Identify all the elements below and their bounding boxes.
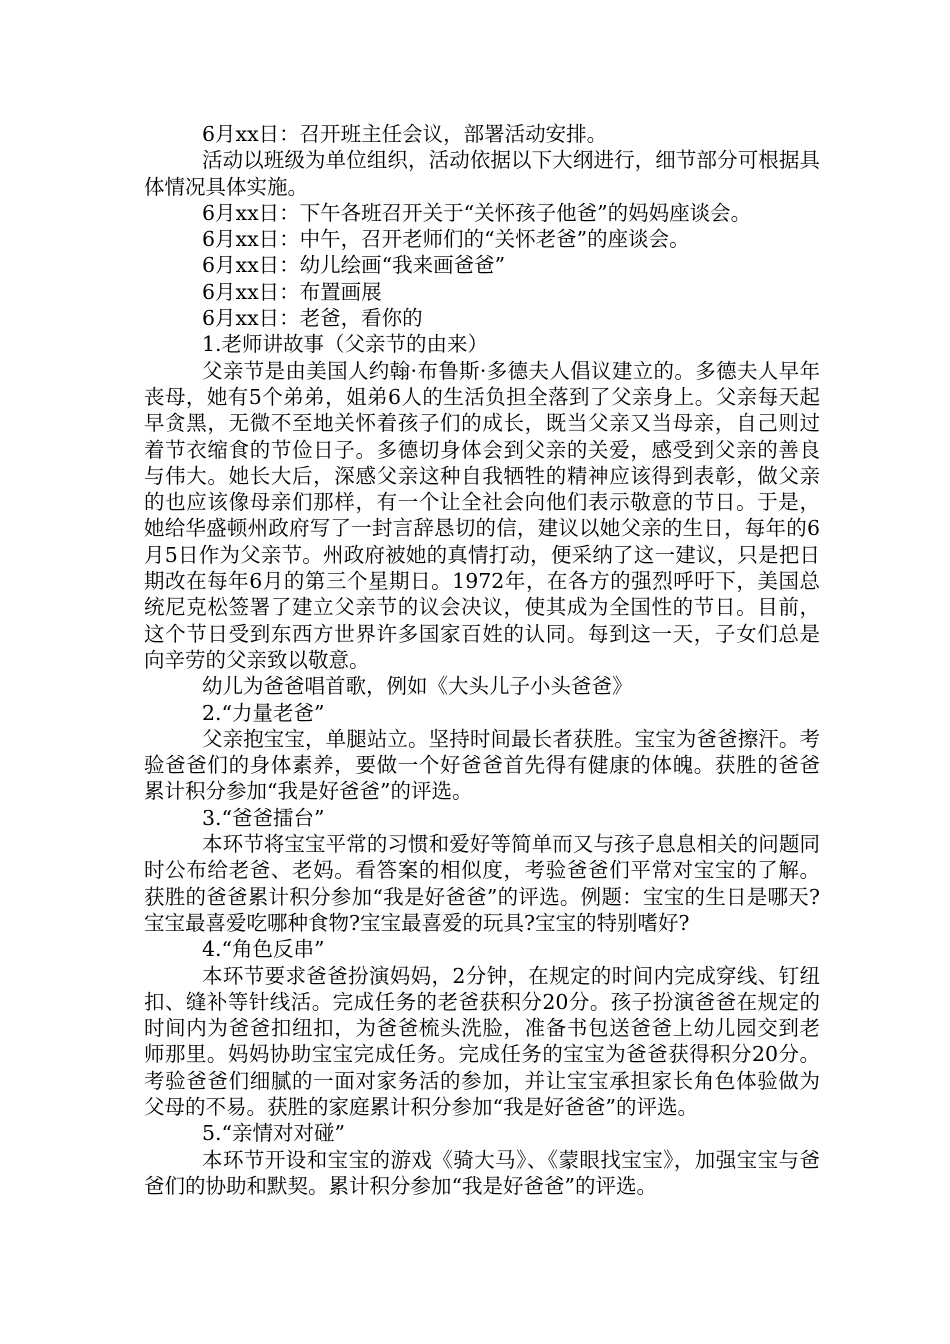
document-body <box>144 121 820 1199</box>
heading-story: 1.老师讲故事（父亲节的由来） <box>202 332 489 357</box>
paragraph-teachers-forum: 6月xx日：中午，召开老师们的“关怀老爸”的座谈会。 <box>202 227 690 252</box>
paragraph-role-reversal: 本环节要求爸爸扮演妈妈，2分钟，在规定的时间内完成穿线、钉纽扣、缝补等针线活。完成任务的老爸获积分20分。孩子扮演爸爸在规定的时间内为爸爸扣纽扣，为爸爸梳头洗脸，准备书包送爸爸上幼儿园交到老师那里。妈妈协助宝宝完成任务。完成任务的宝宝为爸爸获得积分20分。考验爸爸们细腻的一面对家务活的参加，并让宝宝承担家长角色体验做为父母的不易。获胜的家庭累计积分参加“我是好爸爸”的评选。 <box>144 963 820 1119</box>
paragraph-schedule-meeting: 6月xx日：召开班主任会议，部署活动安排。 <box>202 122 608 146</box>
paragraph-drawing: 6月xx日：幼儿绘画“我来画爸爸” <box>202 253 506 278</box>
heading-dad-arena: 3.“爸爸擂台” <box>202 805 325 830</box>
paragraph-family-bonding: 本环节开设和宝宝的游戏《骑大马》、《蒙眼找宝宝》，加强宝宝与爸爸们的协助和默契。累计积分参加“我是好爸爸”的评选。 <box>144 1147 820 1198</box>
paragraph-dad-show: 6月xx日：老爸，看你的 <box>202 306 423 331</box>
heading-role-reversal: 4.“角色反串” <box>202 937 325 962</box>
heading-family-bonding: 5.“亲情对对碰” <box>202 1121 346 1146</box>
heading-strength-dad: 2.“力量老爸” <box>202 700 325 725</box>
paragraph-dad-arena: 本环节将宝宝平常的习惯和爱好等简单而又与孩子息息相关的问题同时公布给老爸、老妈。看答案的相似度，考验爸爸们平常对宝宝的了解。获胜的爸爸累计积分参加“我是好爸爸”的评选。例题：宝宝的生日是哪天?宝宝最喜爱吃哪种食物?宝宝最喜爱的玩具?宝宝的特别嗜好? <box>144 832 820 935</box>
paragraph-strength-dad: 父亲抱宝宝，单腿站立。坚持时间最长者获胜。宝宝为爸爸擦汗。考验爸爸们的身体素养，要做一个好爸爸首先得有健康的体魄。获胜的爸爸累计积分参加“我是好爸爸”的评选。 <box>144 726 820 804</box>
paragraph-mothers-forum: 6月xx日：下午各班召开关于“关怀孩子他爸”的妈妈座谈会。 <box>202 200 752 225</box>
paragraph-exhibition: 6月xx日：布置画展 <box>202 279 382 304</box>
paragraph-song: 幼儿为爸爸唱首歌，例如《大头儿子小头爸爸》 <box>202 674 633 699</box>
paragraph-organization: 活动以班级为单位组织，活动依据以下大纲进行，细节部分可根据具体情况具体实施。 <box>144 148 820 199</box>
paragraph-fathers-day-origin: 父亲节是由美国人约翰·布鲁斯·多德夫人倡议建立的。多德夫人早年丧母，她有5个弟弟，姐弟6人的生活负担全落到了父亲身上。父亲每天起早贪黑，无微不至地关怀着孩子们的成长，既当父亲又当母亲，自己则过着节衣缩食的节俭日子。多德切身体会到父亲的关爱，感受到父亲的善良与伟大。她长大后，深感父亲这种自我牺牲的精神应该得到表彰，做父亲的也应该像母亲们那样，有一个让全社会向他们表示敬意的节日。于是，她给华盛顿州政府写了一封言辞恳切的信，建议以她父亲的生日，每年的6月5日作为父亲节。州政府被她的真情打动，便采纳了这一建议，只是把日期改在每年6月的第三个星期日。1972年，在各方的强烈呼吁下，美国总统尼克松签署了建立父亲节的议会决议，使其成为全国性的节日。目前，这个节日受到东西方世界许多国家百姓的认同。每到这一天，子女们总是向辛劳的父亲致以敬意。 <box>144 358 820 672</box>
